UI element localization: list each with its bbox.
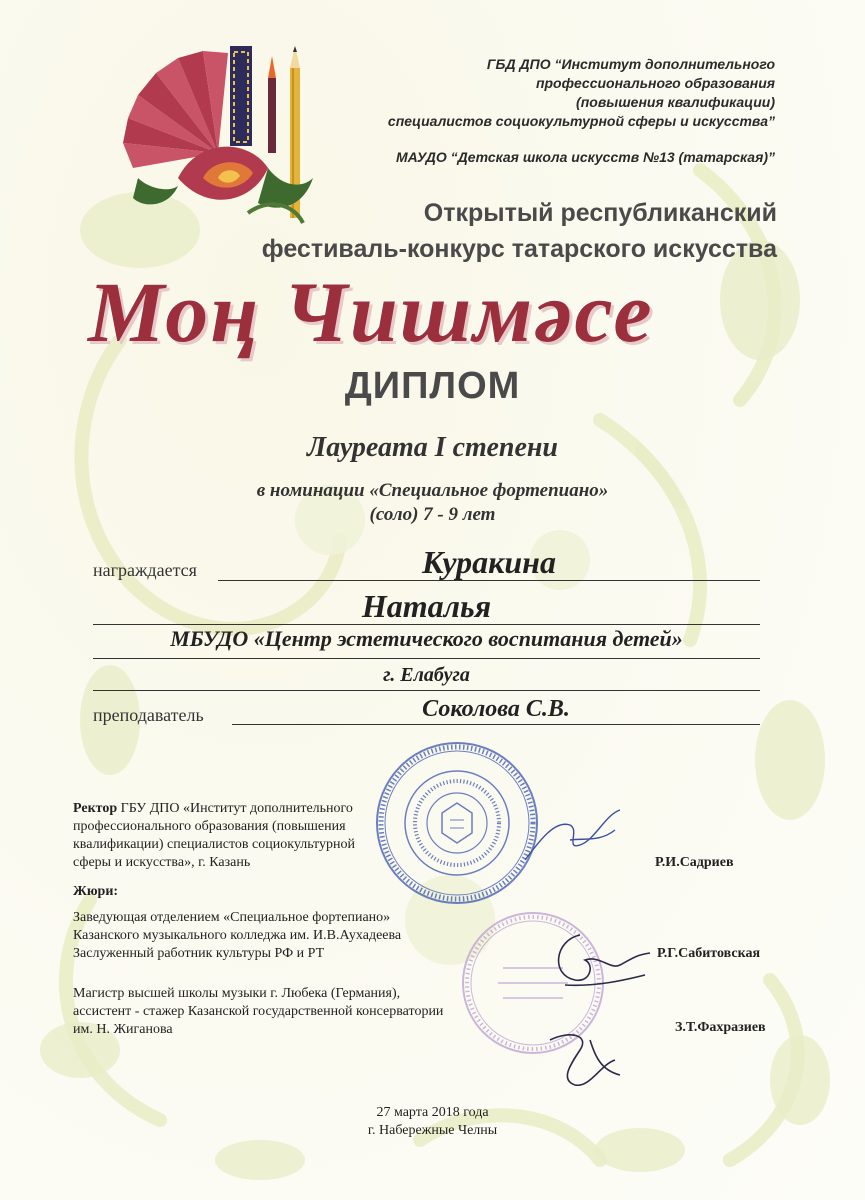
issue-place: г. Набережные Челны [367, 1123, 498, 1138]
rector-signature [520, 800, 630, 870]
rector-line: профессионального образования (повышения [73, 819, 346, 834]
jury2-line: ассистент - стажер Казанской государственной консерватории [73, 1004, 444, 1019]
organizer-line: ГБД ДПО “Институт дополнительного [486, 56, 775, 72]
organizer-line: профессионального образования [535, 75, 775, 91]
organizer-line: специалистов социокультурной сферы и искусства” [387, 113, 775, 129]
rector-block [73, 800, 403, 872]
diploma-degree: Лауреата I степени [306, 432, 558, 463]
diploma-title: ДИПЛОМ [344, 365, 521, 407]
nomination-line1: в номинации «Специальное фортепиано» [256, 480, 609, 501]
jury2-line: им. Н. Жиганова [73, 1022, 173, 1037]
organizer-line: (повышения квалификации) [576, 94, 775, 110]
jury1-name: Р.Г.Сабитовская [657, 946, 761, 961]
jury1-line: Заслуженный работник культуры РФ и РТ [73, 946, 325, 961]
recipient-name: Наталья [361, 588, 492, 624]
festival-title-line1: Открытый республиканский [423, 199, 777, 227]
rector-line: ГБУ ДПО «Институт дополнительного [120, 801, 353, 816]
issue-date: 27 марта 2018 года [376, 1105, 489, 1120]
festival-title-line2: фестиваль-конкурс татарского искусства [261, 235, 777, 263]
jury2-signature [540, 1020, 630, 1090]
jury2-block [73, 985, 513, 1039]
city-name: г. Елабуга [383, 664, 470, 686]
nomination-line2: (соло) 7 - 9 лет [369, 504, 496, 525]
jury1-line: Казанского музыкального колледжа им. И.В.Аухадеева [73, 928, 402, 943]
rector-name: Р.И.Садриев [655, 855, 734, 870]
jury1-signature [535, 925, 655, 1005]
underline [93, 658, 760, 659]
awarded-label: награждается [93, 560, 197, 580]
jury1-line: Заведующая отделением «Специальное фортепиано» [73, 910, 391, 925]
teacher-name: Соколова С.В. [422, 696, 570, 722]
jury2-line: Магистр высшей школы музыки г. Любека (Германия), [73, 986, 401, 1001]
recipient-surname: Куракина [422, 544, 556, 580]
rector-label: Ректор [73, 801, 118, 816]
festival-name-banner: Моң Чишмәсе [88, 264, 654, 360]
teacher-label: преподаватель [93, 705, 204, 725]
jury2-name: З.Т.Фахразиев [675, 1020, 766, 1035]
organizer-block [388, 55, 775, 131]
jury1-block [73, 909, 493, 963]
underline [93, 690, 760, 691]
festival-logo-icon [118, 38, 318, 228]
rector-line: сферы и искусства», г. Казань [73, 855, 251, 870]
jury-label: Жюри: [73, 884, 119, 899]
rector-line: квалификации) специалистов социокультурной [73, 837, 355, 852]
underline [232, 724, 760, 725]
institution-name: МБУДО «Центр эстетического воспитания детей» [170, 626, 683, 651]
school-name: МАУДО “Детская школа искусств №13 (татарская)” [395, 149, 775, 165]
